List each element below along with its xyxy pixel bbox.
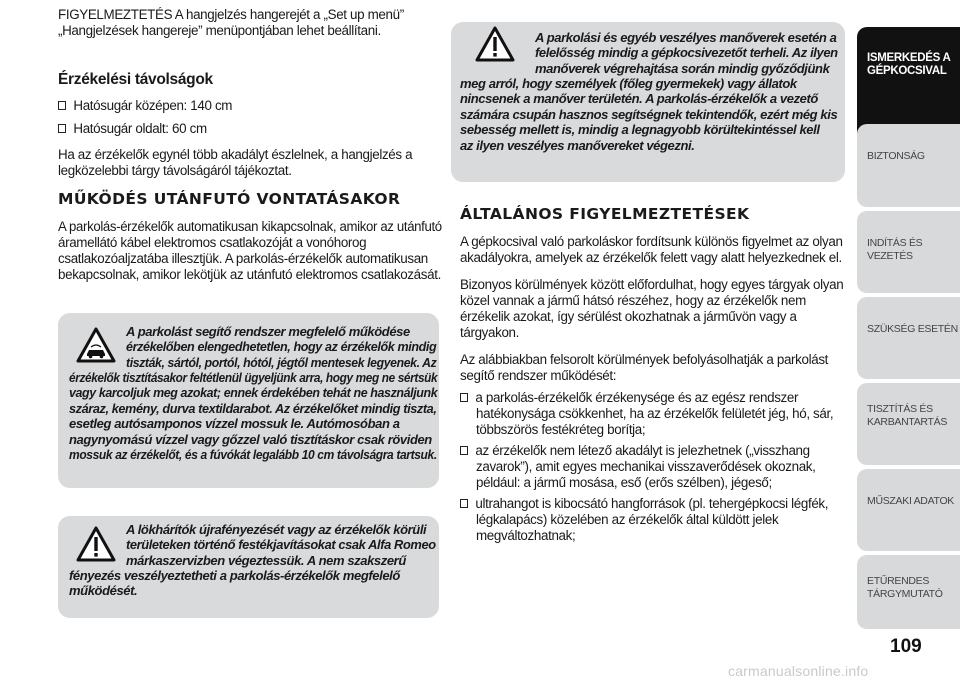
list-item: ultrahangot is kibocsátó hangforrások (pl. tehergépkocsi légfék, légkalapács) közelében az érzékelők által küldött jelek megváltozhatnak; — [460, 496, 846, 544]
trailer-paragraph — [58, 219, 442, 283]
text-line: tiszták, sártól, portól, hótól, jégtől mentesek legyenek. Az — [126, 354, 437, 370]
text-line: esetleg autósamponos vízzel mossuk le. Autómosóban a — [69, 416, 400, 432]
bumper-warning-box — [58, 516, 439, 618]
text-line: akadályokra, amelyek az érzékelők felett vagy alatt helyezkednek el. — [460, 250, 842, 265]
general-paragraph-1 — [460, 234, 846, 266]
text-line: Bizonyos körülmények között előfordulhat, hogy egyes tárgyak olyan — [460, 277, 844, 292]
text-line: hatékonysága csökkenhet, ha az érzékelők felületét jég, hó, sár, — [476, 406, 834, 421]
cleaning-note-box — [58, 313, 439, 488]
text-line: többszörös festékréteg borítja; — [476, 422, 646, 437]
cleaning-note-full — [69, 370, 437, 462]
checkbox-bullet-icon — [58, 101, 66, 110]
multi-obstacle-paragraph — [58, 147, 442, 179]
text-line: számára csupán hasznos segítségnek tekintendők, ezért még kis — [460, 106, 838, 122]
text-line: területeken történő festékjavításokat csak Alfa Romeo — [126, 537, 436, 553]
sidebar-tab-szukseg[interactable]: SZÜKSÉG ESETÉN — [857, 297, 960, 379]
list-item: Hatósugár középen: 140 cm — [58, 98, 232, 114]
text-line: legközelebbi tárgy távolságáról tájékoztat. — [58, 163, 292, 178]
list-item: Hatósugár oldalt: 60 cm — [58, 121, 207, 137]
text-line: légkalapács) közelében az érzékelők által küldött jelek — [476, 512, 779, 527]
distance-heading: Érzékelési távolságok — [58, 71, 213, 88]
text-line: márkaszervizben végeztessük. A nem szakszerű — [126, 552, 406, 568]
general-paragraph-3 — [460, 352, 846, 384]
text-line: A gépkocsival való parkoláskor fordítsunk különös figyelmet az olyan — [460, 234, 843, 249]
bumper-warning-full — [69, 568, 437, 599]
sidebar-tab-muszaki[interactable]: MŰSZAKI ADATOK — [857, 469, 960, 551]
sidebar-tab-inditas[interactable]: INDÍTÁS ÉS VEZETÉS — [857, 211, 960, 293]
text-line: A parkolási és egyéb veszélyes manőverek esetén a — [535, 30, 837, 45]
text-line: manőverek végrehajtása során mindig győződjünk — [535, 60, 830, 76]
text-line: megváltozhatnak; — [476, 528, 576, 543]
text-line: csatlakozóaljzatába illesztjük. A parkolás-érzékelők automatikusan — [58, 251, 428, 266]
text-line: FIGYELMEZTETÉS A hangjelzés hangerejét a „Set up menü” — [58, 7, 404, 22]
checkbox-bullet-icon — [460, 446, 468, 455]
driver-warning-indented — [535, 30, 841, 76]
checkbox-bullet-icon — [460, 499, 468, 508]
checkbox-bullet-icon — [58, 124, 66, 133]
text-line: nincsenek a manőver területén. A parkolás-érzékelők a vezető — [460, 91, 818, 107]
text-line: felelősség mindig a gépkocsivezetőt terheli. Az ilyen — [535, 45, 838, 61]
text-line: áramellátó kábel elektromos csatlakozóját a vonóhorog — [58, 235, 367, 250]
text-line: érzékelik azokat, így sérülést okozhatnak a járművön vagy a — [460, 309, 797, 324]
general-heading: ÁLTALÁNOS FIGYELMEZTETÉSEK — [460, 205, 750, 223]
text-line: zavarok”), amit egyes mechanikai visszaverődések okoznak, — [476, 459, 816, 474]
text-line: segítő rendszer működését: — [460, 368, 617, 383]
intro-paragraph — [58, 7, 442, 39]
sidebar-tab-biztonsag[interactable]: BIZTONSÁG — [857, 124, 960, 207]
trailer-heading: MŰKÖDÉS UTÁNFUTÓ VONTATÁSAKOR — [58, 190, 401, 208]
warning-triangle-icon — [475, 26, 515, 62]
conditions-list — [460, 390, 846, 544]
list-item: a parkolás-érzékelők érzékenysége és az egész rendszer hatékonysága csökkenhet, ha az érzékelők felületét jég, hó, sár, többszörös festékréteg borítja; — [460, 390, 846, 438]
text-line: működését. — [69, 583, 138, 599]
bumper-warning-indented — [126, 522, 436, 568]
text-line: tárgyakon. — [460, 325, 520, 340]
text-line: vagy karcoljuk meg azokat; ennek érdekében tehát ne használjunk — [69, 385, 438, 401]
text-line: érzékelők tisztításakor feltétlenül ügyeljünk arra, hogy meg ne sértsük — [69, 370, 438, 385]
general-paragraph-2 — [460, 277, 846, 341]
distance-list — [58, 98, 442, 137]
text-line: száraz, kemény, durva textildarabot. Az érzékelőket mindig tiszta, — [69, 400, 437, 416]
list-item: az érzékelők nem létező akadályt is jelezhetnek („visszhang zavarok”), amit egyes mechanikai visszaverődések okoznak, például: a jármű mosása, eső (erős szélben), jégeső; — [460, 443, 846, 491]
driver-warning-full — [460, 76, 844, 153]
text-line: közel vannak a jármű hátsó részéhez, hogy az érzékelők nem — [460, 293, 806, 308]
text-line: meg arról, hogy személyek (főleg gyermekek) vagy állatok — [460, 76, 797, 91]
text-line: sebesség mellett is, mindig a legnagyobb körültekintéssel kell — [460, 122, 820, 138]
sidebar-tab-tisztitas[interactable]: TISZTÍTÁS ÉS KARBANTARTÁS — [857, 383, 960, 465]
text-line: Az alábbiakban felsorolt körülmények befolyásolhatják a parkolást — [460, 352, 829, 367]
watermark: carmanualsonline.info — [728, 663, 869, 679]
text-line: fényezés veszélyeztetheti a parkolás-érzékelők megfelelő — [69, 568, 400, 583]
text-line: Ha az érzékelők egynél több akadályt észlelnek, a hangjelzés a — [58, 147, 413, 162]
text-line: érzékelőben elengedhetetlen, hogy az érzékelők mindig — [126, 339, 437, 355]
text-line: „Hangjelzések hangereje” menüpontjában lehet beállítani. — [58, 23, 381, 38]
text-line: A parkolás-érzékelők automatikusan kikapcsolnak, amikor az utánfutó — [58, 219, 442, 234]
sidebar-tab-targymutato[interactable]: ETŰRENDES TÁRGYMUTATÓ — [857, 555, 960, 629]
text-line: nagynyomású vízzel vagy gőzzel való tisztításkor csak röviden — [69, 431, 432, 447]
text-line: A lökhárítók újrafényezését vagy az érzékelők körüli — [126, 522, 427, 537]
page-number: 109 — [890, 636, 922, 657]
sidebar-tab-ismerkedes[interactable]: ISMERKEDÉS A GÉPKOCSIVAL — [857, 27, 960, 177]
text-line: mossuk az érzékelőt, és a fúvókát legalább 10 cm távolságra tartsuk. — [69, 447, 437, 463]
cleaning-note-indented — [126, 324, 436, 370]
driver-responsibility-box — [451, 22, 845, 182]
text-line: az ilyen veszélyes manővereket végezni. — [460, 137, 695, 153]
text-line: A parkolást segítő rendszer megfelelő működése — [126, 324, 410, 339]
warning-triangle-icon — [76, 526, 116, 562]
checkbox-bullet-icon — [460, 393, 468, 402]
text-line: bekapcsolnak, amikor lekötjük az utánfutó elektromos csatlakozását. — [58, 267, 441, 282]
car-sensor-triangle-icon — [76, 327, 116, 363]
chapter-sidebar — [857, 0, 960, 686]
text-line: például: a jármű mosása, eső (erős szélben), jégeső; — [476, 475, 772, 490]
